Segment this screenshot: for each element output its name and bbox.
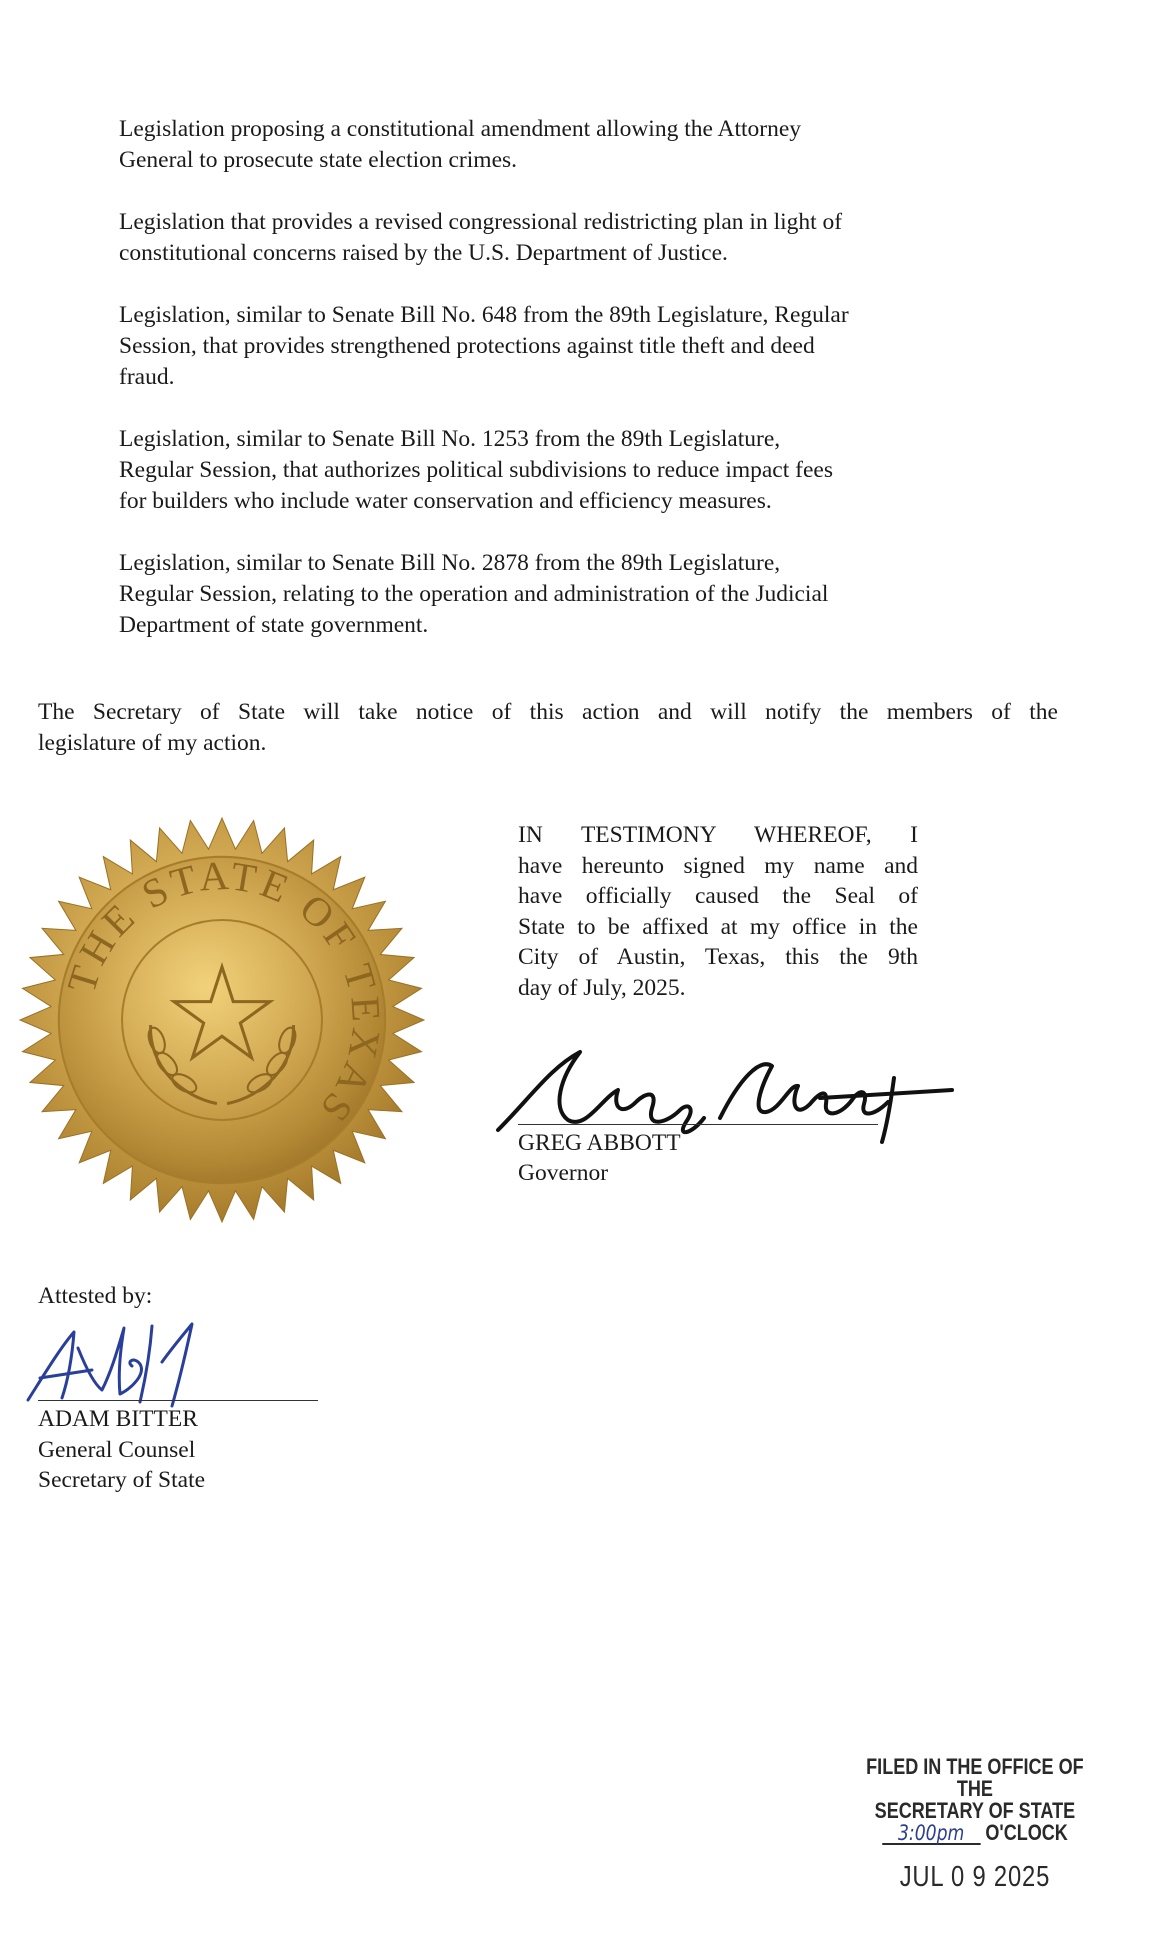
attester-signature-icon: [22, 1318, 242, 1413]
testimony-line: day of July, 2025.: [518, 974, 686, 1001]
secretary-notice: [38, 697, 1058, 759]
attester-office: Secretary of State: [38, 1467, 206, 1493]
stamp-oclock: O'CLOCK: [985, 1820, 1068, 1845]
legislation-item: Legislation proposing a constitutional amendment allowing the Attorney General to prosecute state election crimes.: [119, 116, 802, 173]
governor-block: [518, 1128, 681, 1188]
filing-stamp: [856, 1756, 1094, 1894]
notice-line: The Secretary of State will take notice of this action and will notify the members of the: [38, 699, 1058, 725]
stamp-time: 3:00pm: [882, 1823, 980, 1845]
attester-block: [38, 1404, 205, 1496]
testimony-line: IN TESTIMONY WHEREOF, I: [518, 822, 918, 848]
governor-title: Governor: [518, 1160, 609, 1186]
attester-name: ADAM BITTER: [38, 1406, 198, 1432]
legislation-item: Legislation that provides a revised congressional redistricting plan in light of constitutional concerns raised by the U.S. Department of Justice.: [119, 209, 843, 266]
attester-title: General Counsel: [38, 1436, 196, 1463]
stamp-date: JUL 0 9 2025: [899, 1861, 1051, 1893]
testimony-line: have officially caused the Seal of: [518, 883, 918, 909]
signature-line: [518, 1124, 878, 1125]
legislation-item: Legislation, similar to Senate Bill No. 2878 from the 89th Legislature, Regular Session, relating to the operation and administration of the Judicial Department of state government.: [119, 550, 829, 638]
testimony-line: City of Austin, Texas, this the 9th: [518, 944, 918, 970]
testimony-line: State to be affixed at my office in the: [518, 913, 918, 940]
attested-by-label: Attested by:: [38, 1283, 153, 1309]
legislation-item: Legislation, similar to Senate Bill No. 648 from the 89th Legislature, Regular Session, that provides strengthened protections against title theft and deed fraud.: [119, 302, 849, 390]
stamp-line: SECRETARY OF STATE: [874, 1798, 1076, 1823]
legislation-list: [119, 114, 979, 672]
stamp-line: FILED IN THE OFFICE OF THE: [866, 1754, 1084, 1801]
legislation-item: Legislation, similar to Senate Bill No. 1253 from the 89th Legislature, Regular Session, that authorizes political subdivisions to reduce impact fees for builders who include water conservation and efficiency measures.: [119, 426, 833, 514]
stamp-time-line: [856, 1822, 1094, 1845]
seal-ring-text: THE STATE OF TEXAS: [58, 852, 390, 1134]
testimony-line: have hereunto signed my name and: [518, 852, 918, 879]
signature-line: [38, 1400, 318, 1401]
texas-seal-icon: [18, 816, 426, 1224]
notice-line: legislature of my action.: [38, 730, 267, 756]
governor-name: GREG ABBOTT: [518, 1130, 681, 1156]
testimony-block: [518, 820, 918, 1003]
